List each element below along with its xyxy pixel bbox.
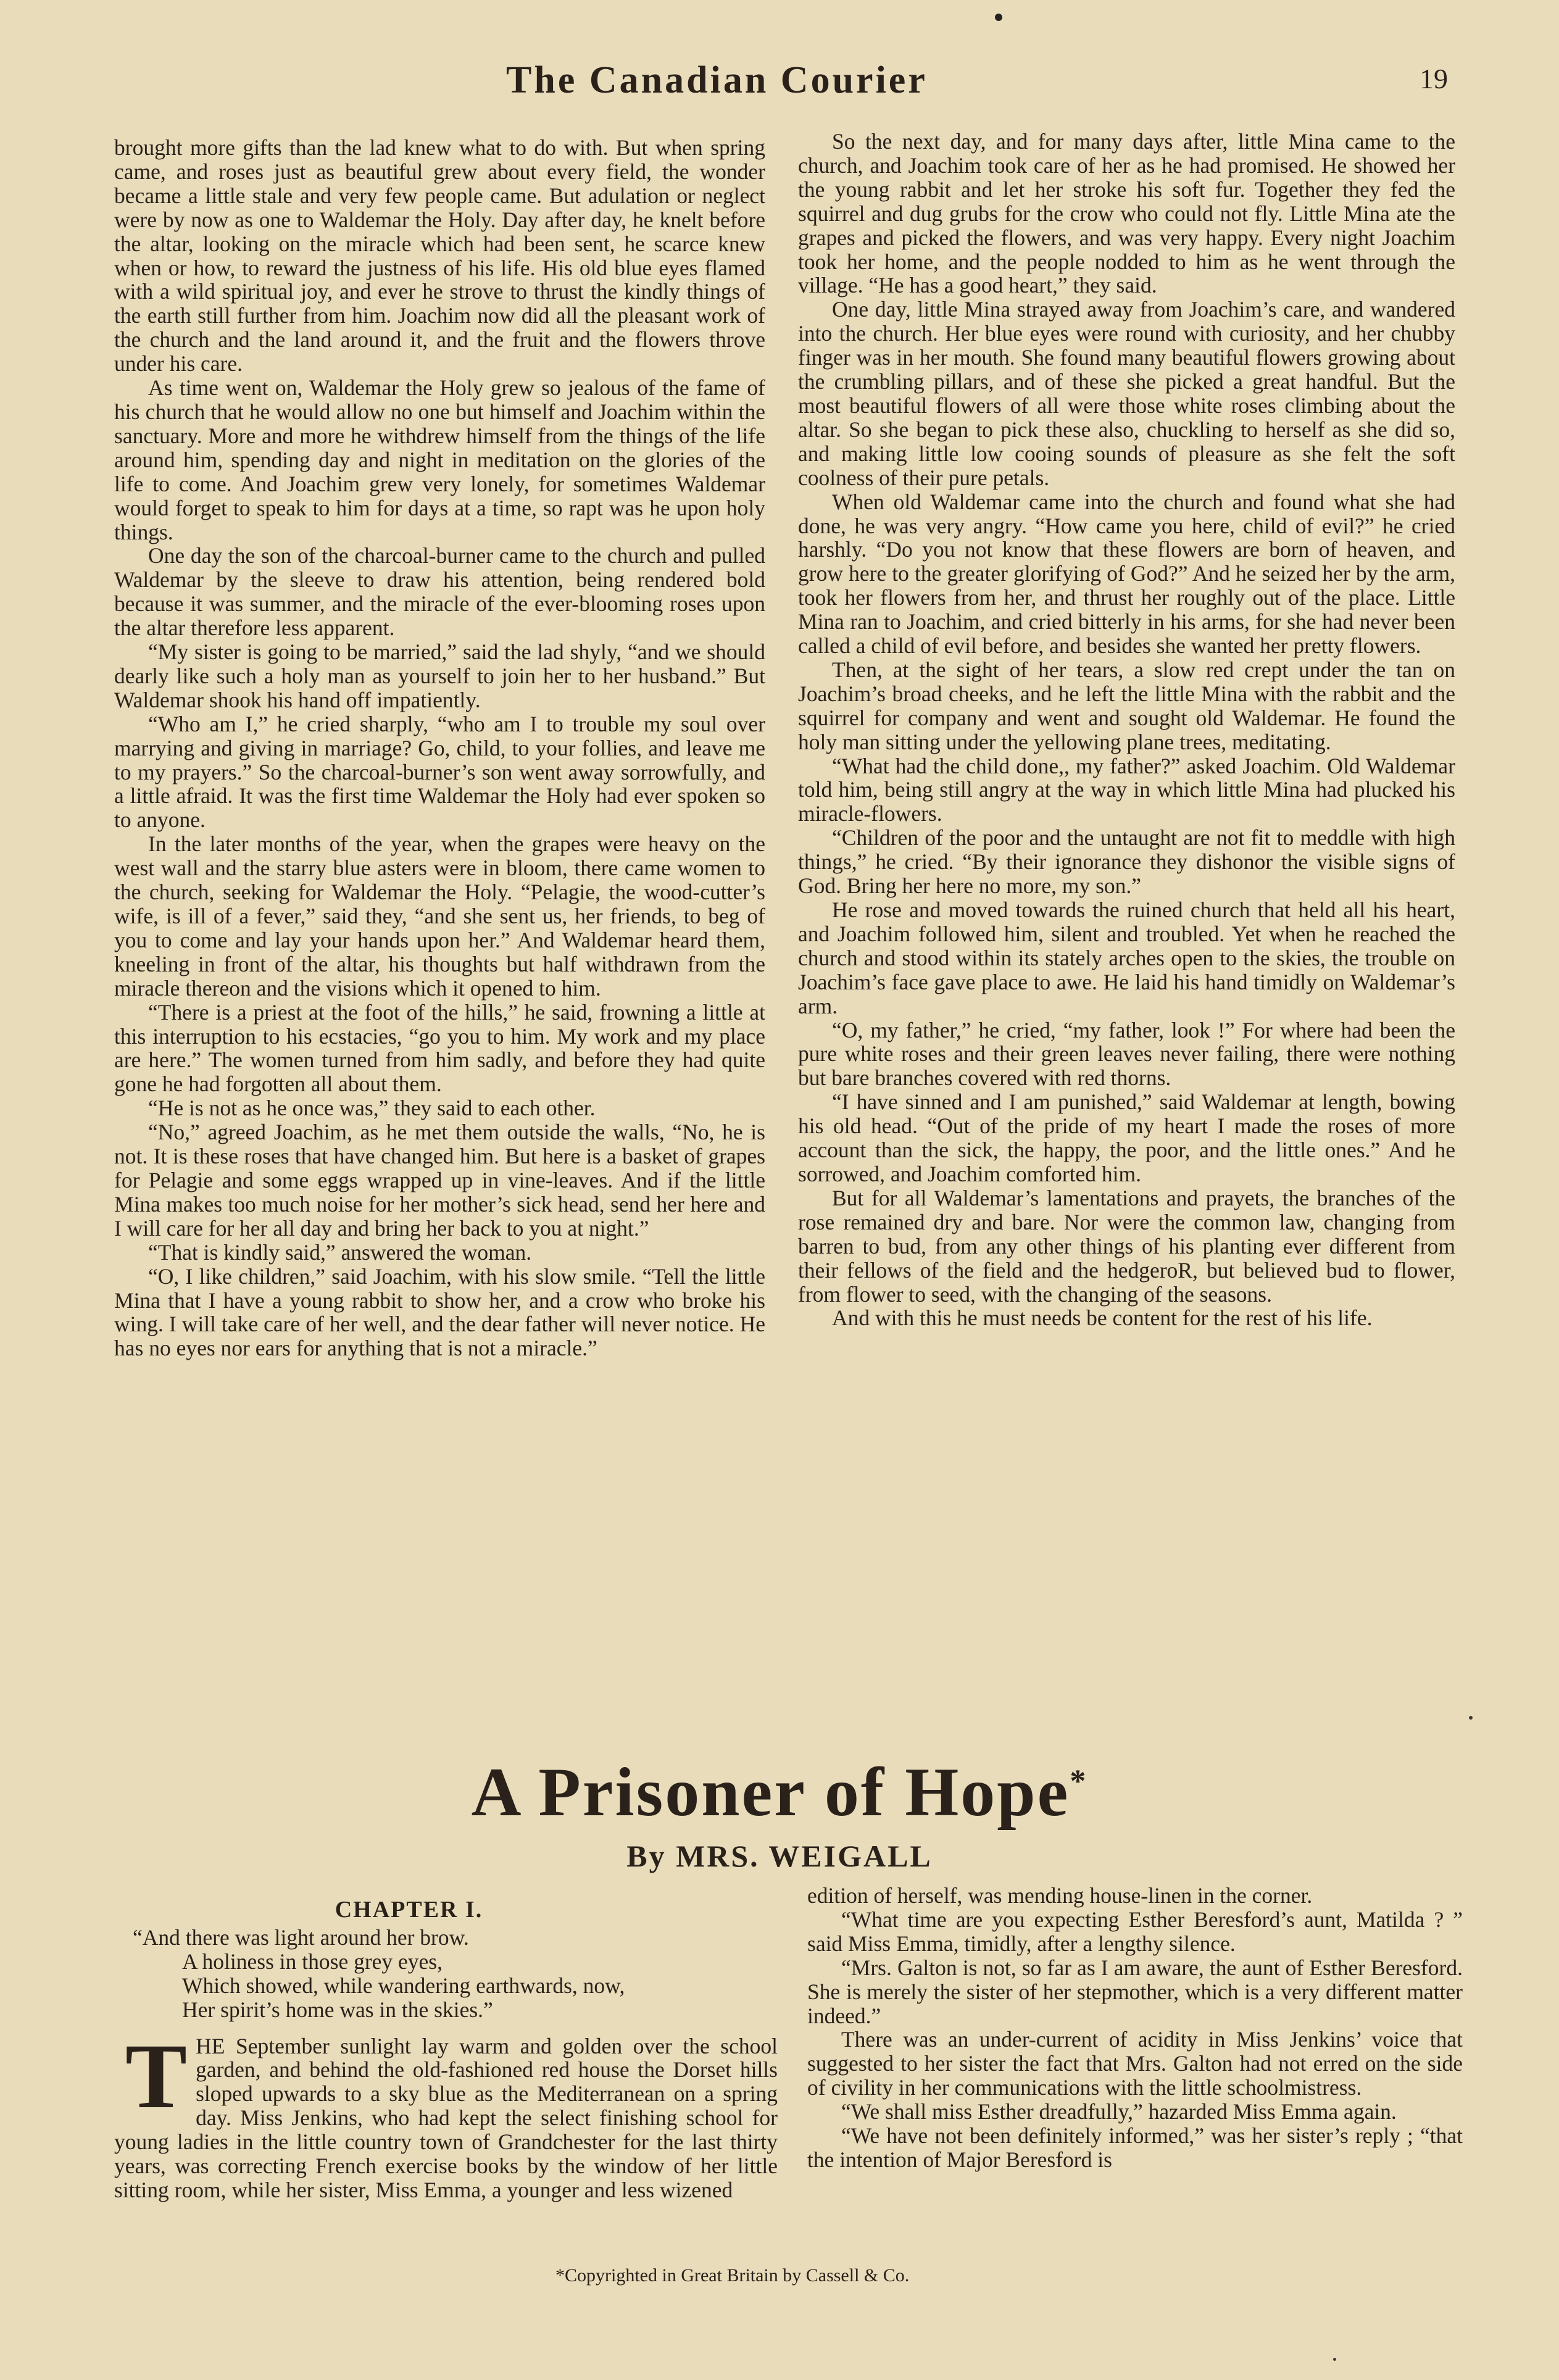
paragraph: HE September sunlight lay warm and golden over the school garden, and behind the old-fashioned red house the Dorset hills sloped upwards to a sky blue as the Mediterranean on a spring day. Miss Jenkins, who had kept the select finishing school for young ladies in the little country town of Grandchester for the last thirty years, was correcting French exercise books by the window of her little sitting room, while her sister, Miss Emma, a younger and less wizened xyxy=(114,2033,778,2202)
ink-speck xyxy=(1469,1716,1473,1720)
paragraph: edition of herself, was mending house-linen in the corner. xyxy=(807,1883,1313,1908)
paragraph: “I have sinned and I am punished,” said Waldemar at length, bowing his old head. “Out of the pride of my heart I made the roses of more account than the sick, the happy, the poor, and the little ones.” And he sorrowed, and Joachim comforted him. xyxy=(798,1089,1455,1186)
chapter-heading: CHAPTER I. xyxy=(335,1897,483,1923)
paragraph: “There is a priest at the foot of the hills,” he said, frowning a little at this interruption to his ecstacies, “go you to him. My work and my place are here.” The women turned from him sadly, and before they had quite gone he had forgotten all about them. xyxy=(114,999,765,1097)
paragraph: One day the son of the charcoal-burner came to the church and pulled Waldemar by the sleeve to draw his attention, being rendered bold because it was summer, and the miracle of the ever-blooming roses upon the altar therefore less apparent. xyxy=(114,543,765,641)
story-title-text: A Prisoner of Hope xyxy=(471,1754,1070,1831)
page-number: 19 xyxy=(1420,63,1448,94)
paragraph: He rose and moved towards the ruined church that held all his heart, and Joachim followed him, silent and troubled. Yet when he reached the church and stood within its stately arches open to the skies, the trouble on Joachim’s face gave place to awe. He laid his hand timidly on Waldemar’s arm. xyxy=(798,897,1455,1018)
paragraph: In the later months of the year, when the grapes were heavy on the west wall and the starry blue asters were in bloom, there came women to the church, seeking for Waldemar the Holy. “Pelagie, the wood-cutter’s wife, is ill of a fever,” said they, “and she sent us, her friends, to beg of you to come and lay your hands upon her.” And Waldemar heard them, kneeling in front of the altar, his thoughts but half withdrawn from the miracle thereon and the visions which it opened to him. xyxy=(114,831,765,1001)
paragraph: “He is not as he once was,” they said to each other. xyxy=(148,1096,596,1121)
paragraph: “No,” agreed Joachim, as he met them outside the walls, “No, he is not. It is these roses that have changed him. But here is a basket of grapes for Pelagie and some eggs wrapped up in vine-leaves. And if the little Mina makes too much noise for her mother’s sick head, send her here and I will care for her all day and bring her back to you at night.” xyxy=(114,1120,765,1241)
paragraph: “O, my father,” he cried, “my father, look !” For where had been the pure white roses and their green leaves never failing, there were nothing but bare branches covered with red thorns. xyxy=(798,1017,1455,1091)
paragraph: brought more gifts than the lad knew what to do with. But when spring came, and roses just as beautiful grew about every field, the wonder became a little stale and very few people came. But adulation or neglect were by now as one to Waldemar the Holy. Day after day, he knelt before the altar, looking on the miracle which had been sent, he scarce knew when or how, to reward the justness of his life. His old blue eyes flamed with a wild spiritual joy, and ever he strove to thrust the kindly things of the earth still further from him. Joachim now did all the pleasant work of the church and the land around it, and the fruit and the flowers throve under his care. xyxy=(114,135,765,377)
paragraph: “We have not been definitely informed,” was her sister’s reply ; “that the intention of Major Beresford is xyxy=(807,2123,1463,2172)
poem-line: A holiness in those grey eyes, xyxy=(182,1949,443,1974)
paragraph: “That is kindly said,” answered the woman. xyxy=(148,1239,532,1265)
paragraph: So the next day, and for many days after, little Mina came to the church, and Joachim took care of her as he had promised. He showed her the young rabbit and let her stroke his soft fur. Together they fed the squirrel and dug grubs for the crow who could not fly. Little Mina ate the grapes and picked the flowers, and was very happy. Every night Joachim took her home, and the people nodded to him as he went through the village. “He has a good heart,” they said. xyxy=(798,129,1455,298)
paragraph: There was an under-current of acidity in Miss Jenkins’ voice that suggested to her sister the fact that Mrs. Galton had not erred on the side of civility in her communications with the little schoolmistress. xyxy=(807,2027,1463,2100)
story-title xyxy=(0,1753,1559,1833)
paragraph: And with this he must needs be content for the rest of his life. xyxy=(832,1305,1373,1331)
paragraph: “What had the child done,, my father?” asked Joachim. Old Waldemar told him, being still angry at the way in which little Mina had plucked his miracle-flowers. xyxy=(798,753,1455,826)
copyright-mark: * xyxy=(1070,1763,1088,1799)
drop-cap: T xyxy=(125,2024,188,2128)
paragraph: “O, I like children,” said Joachim, with his slow smile. “Tell the little Mina that I have a young rabbit to show her, and a crow who broke his wing. I will take care of her well, and the dear father will never notice. He has no eyes nor ears for anything that is not a miracle.” xyxy=(114,1263,765,1361)
paragraph: When old Waldemar came into the church and found what she had done, he was very angry. “How came you here, child of evil?” he cried harshly. “Do you not know that these flowers are born of heaven, and grow here to the greater glorifying of God?” And he seized her by the arm, took her flowers from her, and thrust her roughly out of the place. Little Mina ran to Joachim, and cried bitterly in his arms, for she had never been called a child of evil before, and besides she wanted her pretty flowers. xyxy=(798,489,1455,659)
paragraph: “Children of the poor and the untaught are not fit to meddle with high things,” he cried. “By their ignorance they dishonor the visible signs of God. Bring her here no more, my son.” xyxy=(798,825,1455,899)
paragraph: As time went on, Waldemar the Holy grew so jealous of the fame of his church that he would allow no one but himself and Joachim within the sanctuary. More and more he withdrew himself from the things of the life around him, spending day and night in meditation on the glories of the life to come. And Joachim grew very lonely, for sometimes Waldemar would forget to speak to him for days at a time, so rapt was he upon holy things. xyxy=(114,375,765,544)
paragraph: Then, at the sight of her tears, a slow red crept under the tan on Joachim’s broad cheeks, and he left the little Mina with the rabbit and the squirrel for company and went and sought old Waldemar. He found the holy man sitting under the yellowing plane trees, meditating. xyxy=(798,657,1455,754)
chapter-column-left xyxy=(114,1898,778,2202)
story-column-right xyxy=(798,130,1455,1330)
epigraph-poem xyxy=(114,1926,778,2022)
poem-line: Which showed, while wandering earthwards, now, xyxy=(182,1973,625,1998)
chapter-column-right xyxy=(807,1884,1463,2172)
byline: By MRS. WEIGALL xyxy=(626,1839,933,1873)
paragraph: “We shall miss Esther dreadfully,” hazarded Miss Emma again. xyxy=(841,2099,1397,2124)
masthead xyxy=(0,59,1559,114)
poem-line: Her spirit’s home was in the skies.” xyxy=(182,1997,493,2022)
story-column-left xyxy=(114,136,765,1360)
ink-speck xyxy=(1333,2358,1336,2361)
paragraph: “What time are you expecting Esther Beresford’s aunt, Matilda ? ” said Miss Emma, timidly, after a lengthy silence. xyxy=(807,1907,1463,1956)
paragraph: One day, little Mina strayed away from Joachim’s care, and wandered into the church. Her blue eyes were round with curiosity, and her chubby finger was in her mouth. She found many beautiful flowers growing about the crumbling pillars, and of these she picked a great handful. But the most beautiful flowers of all were those white roses climbing about the altar. So she began to pick these also, chuckling to herself as she did so, and making little low cooing sounds of pleasure as she felt the soft coolness of their pure petals. xyxy=(798,297,1455,490)
paragraph: But for all Waldemar’s lamentations and prayets, the branches of the rose remained dry and bare. Nor were the common law, changing from barren to bud, from any other things of his planting ever different from their fellows of the field and the hedgeroR, but believed bud to flower, from flower to seed, with the changing of the seasons. xyxy=(798,1185,1455,1307)
poem-line: “And there was light around her brow. xyxy=(133,1924,469,1950)
paragraph: “My sister is going to be married,” said the lad shyly, “and we should dearly like such a holy man as yourself to join her to her husband.” But Waldemar shook his hand off impatiently. xyxy=(114,639,765,712)
publication-title: The Canadian Courier xyxy=(506,59,928,101)
paragraph: “Mrs. Galton is not, so far as I am aware, the aunt of Esther Beresford. She is merely the sister of her stepmother, which is a very different matter indeed.” xyxy=(807,1955,1463,2028)
copyright-footnote: *Copyrighted in Great Britain by Cassell & Co. xyxy=(555,2265,910,2286)
paragraph: “Who am I,” he cried sharply, “who am I to trouble my soul over marrying and giving in marriage? Go, child, to your follies, and leave me to my prayers.” So the charcoal-burner’s son went away sorrowfully, and a little afraid. It was the first time Waldemar the Holy had ever spoken so to anyone. xyxy=(114,711,765,833)
ink-speck xyxy=(995,14,1002,21)
